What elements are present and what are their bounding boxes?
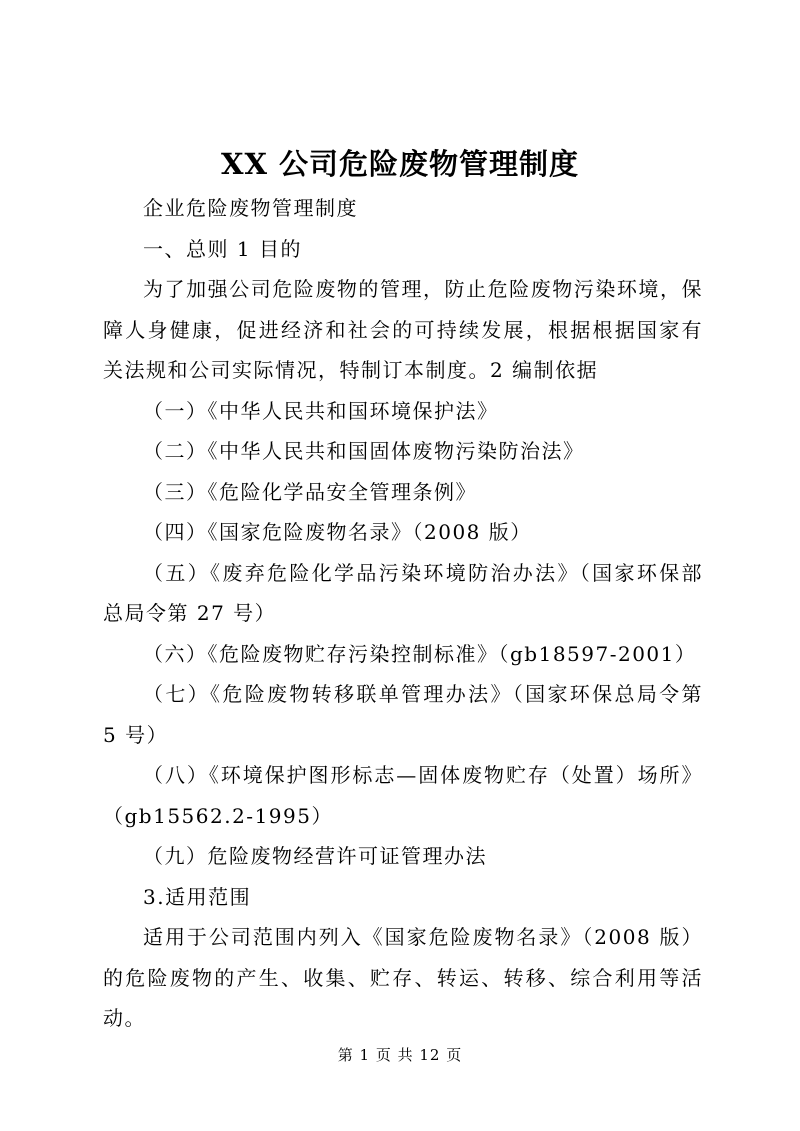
- paragraph: 3.适用范围: [143, 884, 252, 909]
- paragraph: （一）《中华人民共和国环境保护法》: [143, 398, 499, 423]
- paragraph: （六）《危险废物贮存污染控制标准》（gb18597-2001）: [143, 641, 697, 666]
- paragraph: （三）《危险化学品安全管理条例》: [143, 479, 477, 504]
- document-title: XX 公司危险废物管理制度: [220, 147, 580, 181]
- paragraph: 企业危险废物管理制度: [143, 196, 358, 220]
- paragraph: （五）《废弃危险化学品污染环境防治办法》（国家环保部总局令第 27 号）: [103, 560, 703, 625]
- paragraph: （九）危险废物经营许可证管理办法: [143, 844, 487, 868]
- document-body: [103, 188, 703, 1039]
- paragraph: 为了加强公司危险废物的管理，防止危险废物污染环境，保障人身健康，促进经济和社会的可持续发展，根据根据国家有关法规和公司实际情况，特制订本制度。2 编制依据: [103, 277, 703, 382]
- paragraph: （四）《国家危险废物名录》（2008 版）: [143, 520, 532, 544]
- paragraph: （二）《中华人民共和国固体废物污染防治法》: [143, 439, 585, 463]
- paragraph: （七）《危险废物转移联单管理办法》（国家环保总局令第 5 号）: [103, 682, 703, 747]
- page-footer: 第 1 页 共 12 页: [337, 1046, 463, 1064]
- paragraph: 一、总则 1 目的: [143, 236, 302, 261]
- paragraph: （八）《环境保护图形标志—固体废物贮存（处置）场所》（gb15562.2-1995）: [103, 763, 703, 828]
- paragraph: 适用于公司范围内列入《国家危险废物名录》（2008 版）的危险废物的产生、收集、贮存、转运、转移、综合利用等活动。: [103, 925, 703, 1030]
